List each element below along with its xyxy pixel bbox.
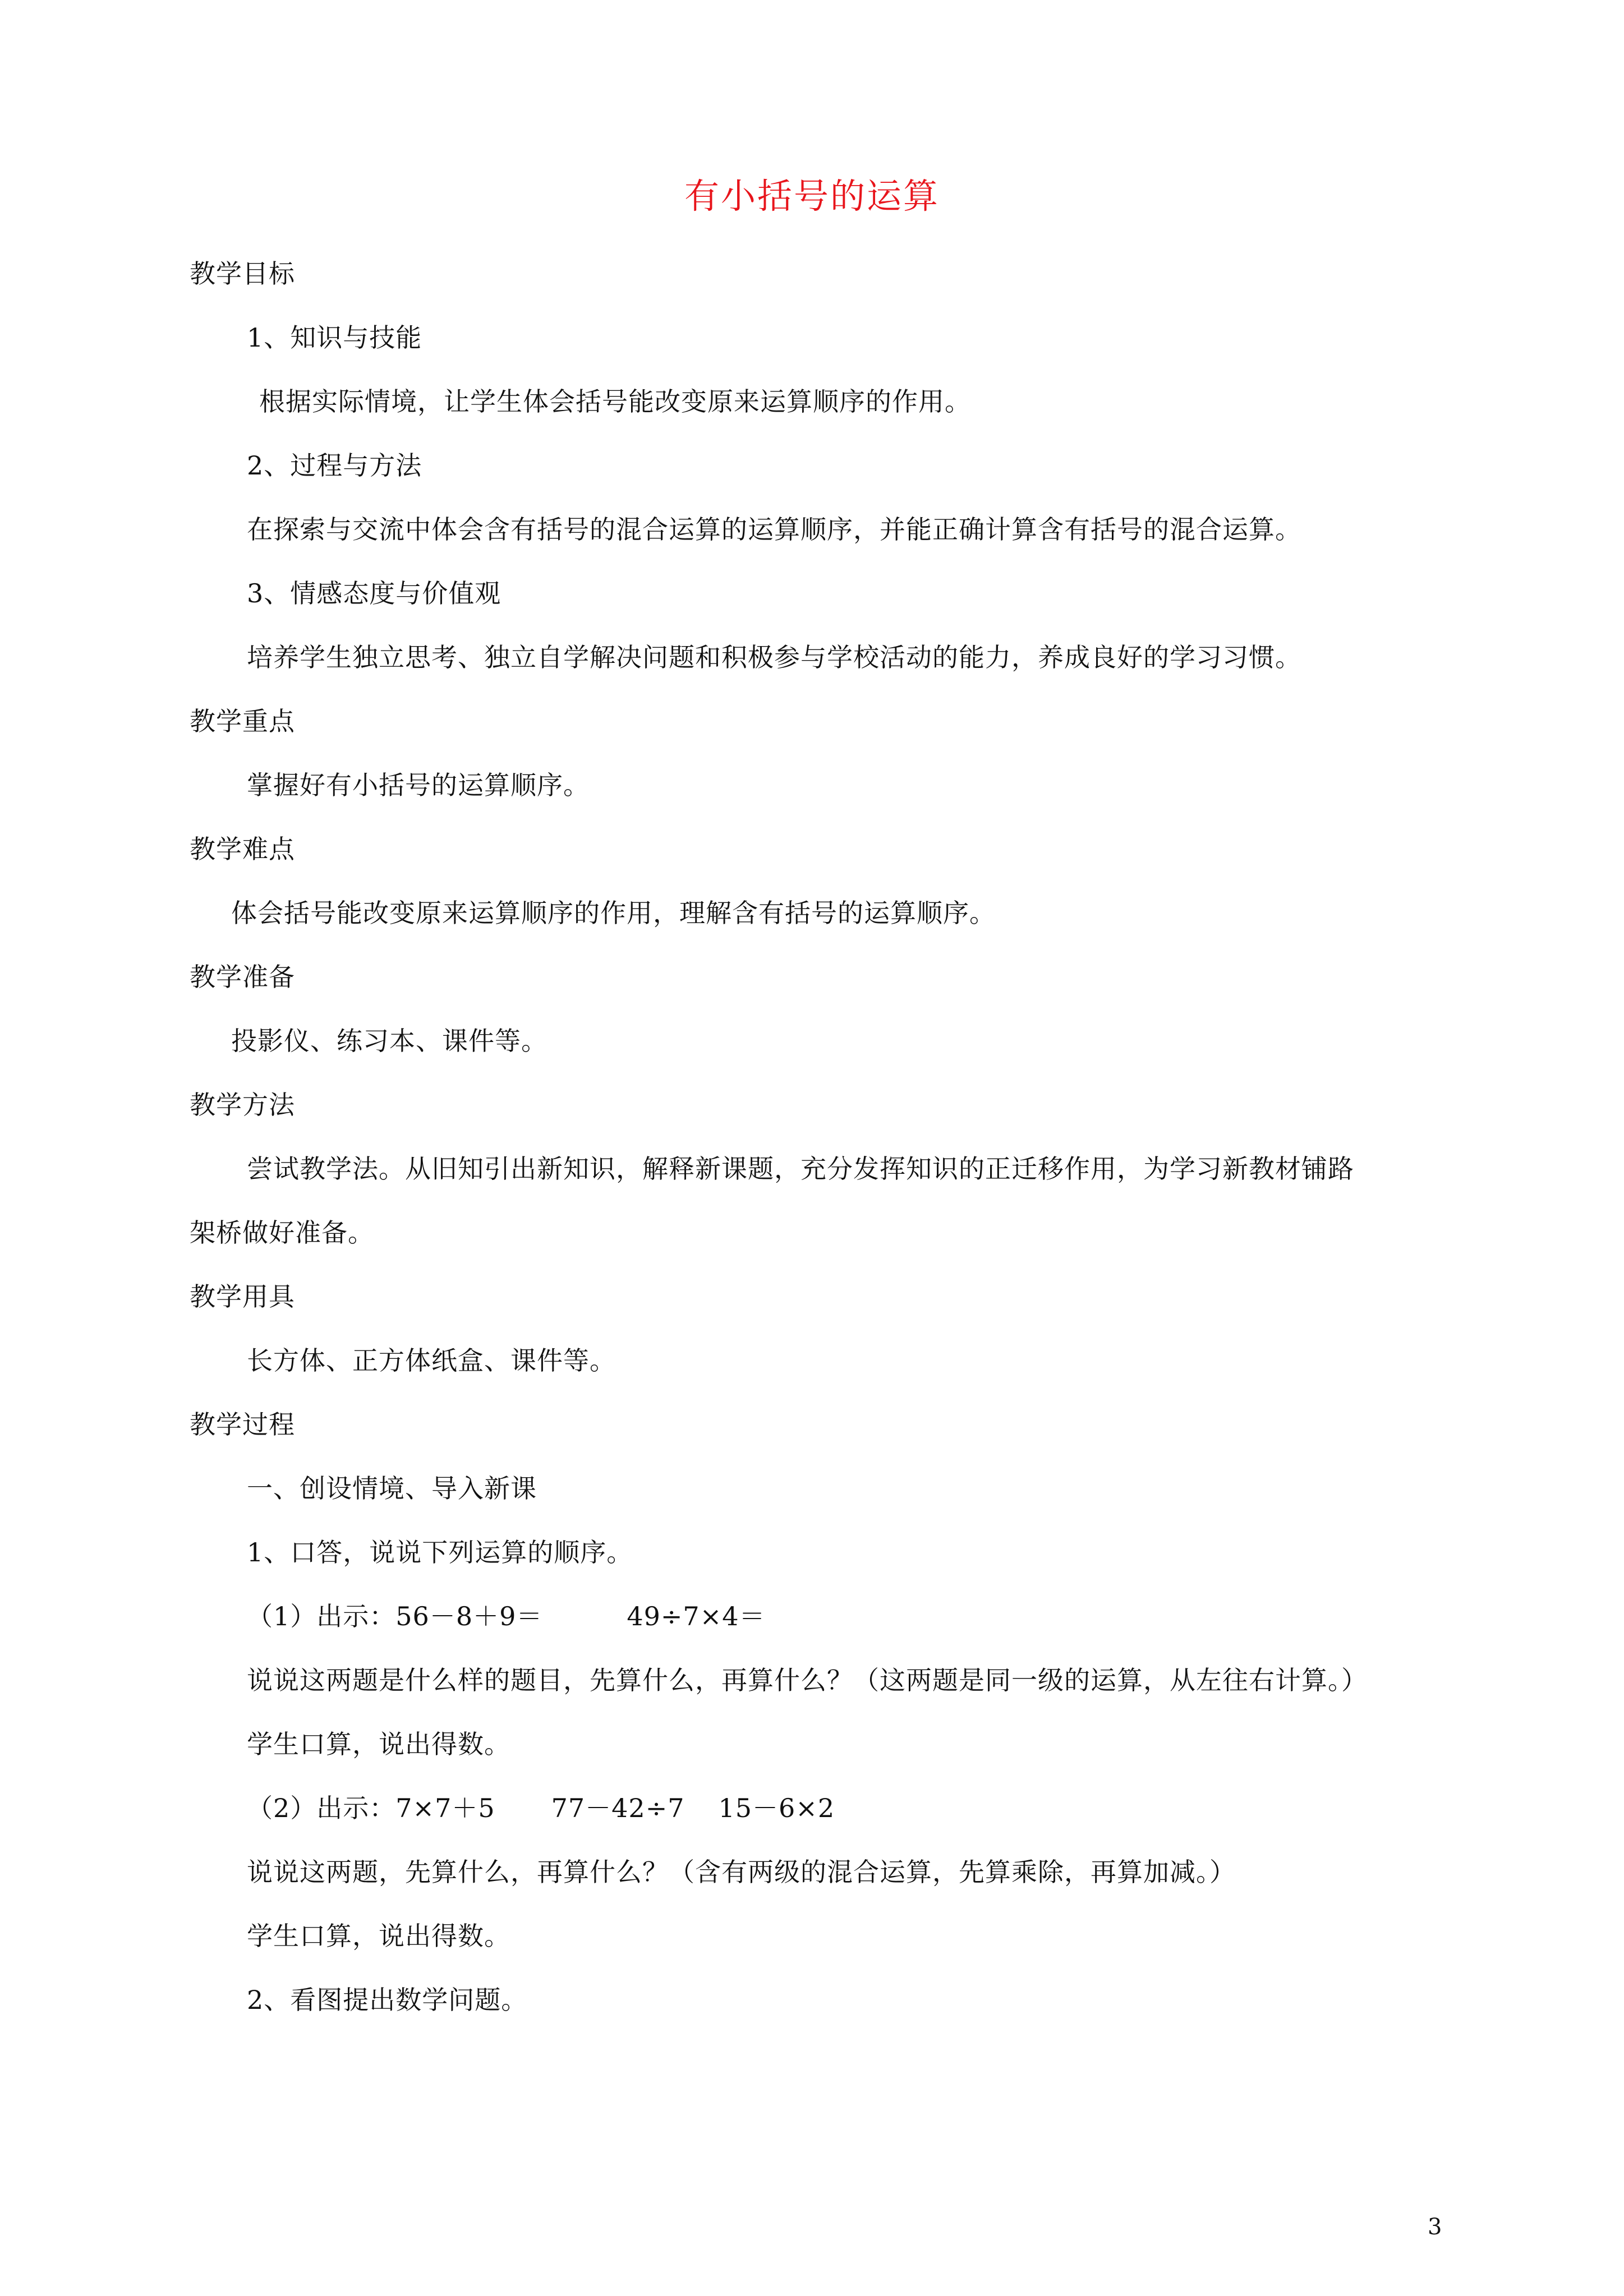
question-2-row	[247, 1791, 835, 1825]
process-step-2: 2、看图提出数学问题。	[247, 1985, 528, 2015]
tools-heading: 教学用具	[190, 1281, 295, 1312]
tools-text: 长方体、正方体纸盒、课件等。	[247, 1345, 616, 1376]
process-heading: 教学过程	[190, 1409, 295, 1440]
objectives-heading: 教学目标	[190, 259, 295, 289]
document-title: 有小括号的运算	[684, 176, 940, 216]
difficulty-heading: 教学难点	[190, 834, 295, 864]
objective-1-text: 根据实际情境，让学生体会括号能改变原来运算顺序的作用。	[259, 386, 971, 417]
question-1-label: （1）出示：	[247, 1601, 396, 1631]
question-2-prompt: 说说这两题，先算什么，再算什么？（含有两级的混合运算，先算乘除，再算加减。）	[247, 1857, 1236, 1887]
objective-2-text: 在探索与交流中体会含有括号的混合运算的运算顺序，并能正确计算含有括号的混合运算。	[247, 514, 1301, 545]
preparation-heading: 教学准备	[190, 962, 295, 992]
process-section-1: 一、创设情境、导入新课	[247, 1473, 537, 1504]
question-2-action: 学生口算，说出得数。	[247, 1921, 510, 1951]
key-point-text: 掌握好有小括号的运算顺序。	[247, 770, 590, 800]
question-2-expression-a: 7×7＋5	[395, 1793, 495, 1823]
objective-3-label: 3、情感态度与价值观	[247, 578, 502, 608]
question-1-action: 学生口算，说出得数。	[247, 1729, 510, 1759]
question-2-label: （2）出示：	[247, 1793, 396, 1823]
method-heading: 教学方法	[190, 1090, 295, 1120]
objective-2-label: 2、过程与方法	[247, 450, 422, 481]
difficulty-text: 体会括号能改变原来运算顺序的作用，理解含有括号的运算顺序。	[231, 898, 996, 928]
objective-3-text: 培养学生独立思考、独立自学解决问题和积极参与学校活动的能力，养成良好的学习习惯。	[247, 642, 1301, 672]
question-1-expression-a: 56－8＋9＝	[395, 1601, 543, 1631]
question-2-expression-c: 15－6×2	[718, 1793, 835, 1823]
page-number: 3	[1428, 2214, 1442, 2240]
question-2-expression-b: 77－42÷7	[551, 1793, 685, 1823]
process-step-1: 1、口答，说说下列运算的顺序。	[247, 1537, 633, 1567]
objective-1-label: 1、知识与技能	[247, 322, 422, 353]
question-1-expression-b: 49÷7×4＝	[627, 1601, 766, 1631]
key-point-heading: 教学重点	[190, 706, 295, 736]
question-1-row	[247, 1599, 766, 1633]
preparation-text: 投影仪、练习本、课件等。	[231, 1026, 548, 1056]
method-text-line-2: 架桥做好准备。	[190, 1218, 374, 1248]
question-1-prompt: 说说这两题是什么样的题目，先算什么，再算什么？（这两题是同一级的运算，从左往右计算。）	[247, 1665, 1368, 1695]
method-text-line-1: 尝试教学法。从旧知引出新知识，解释新课题，充分发挥知识的正迁移作用，为学习新教材铺路	[247, 1154, 1354, 1184]
